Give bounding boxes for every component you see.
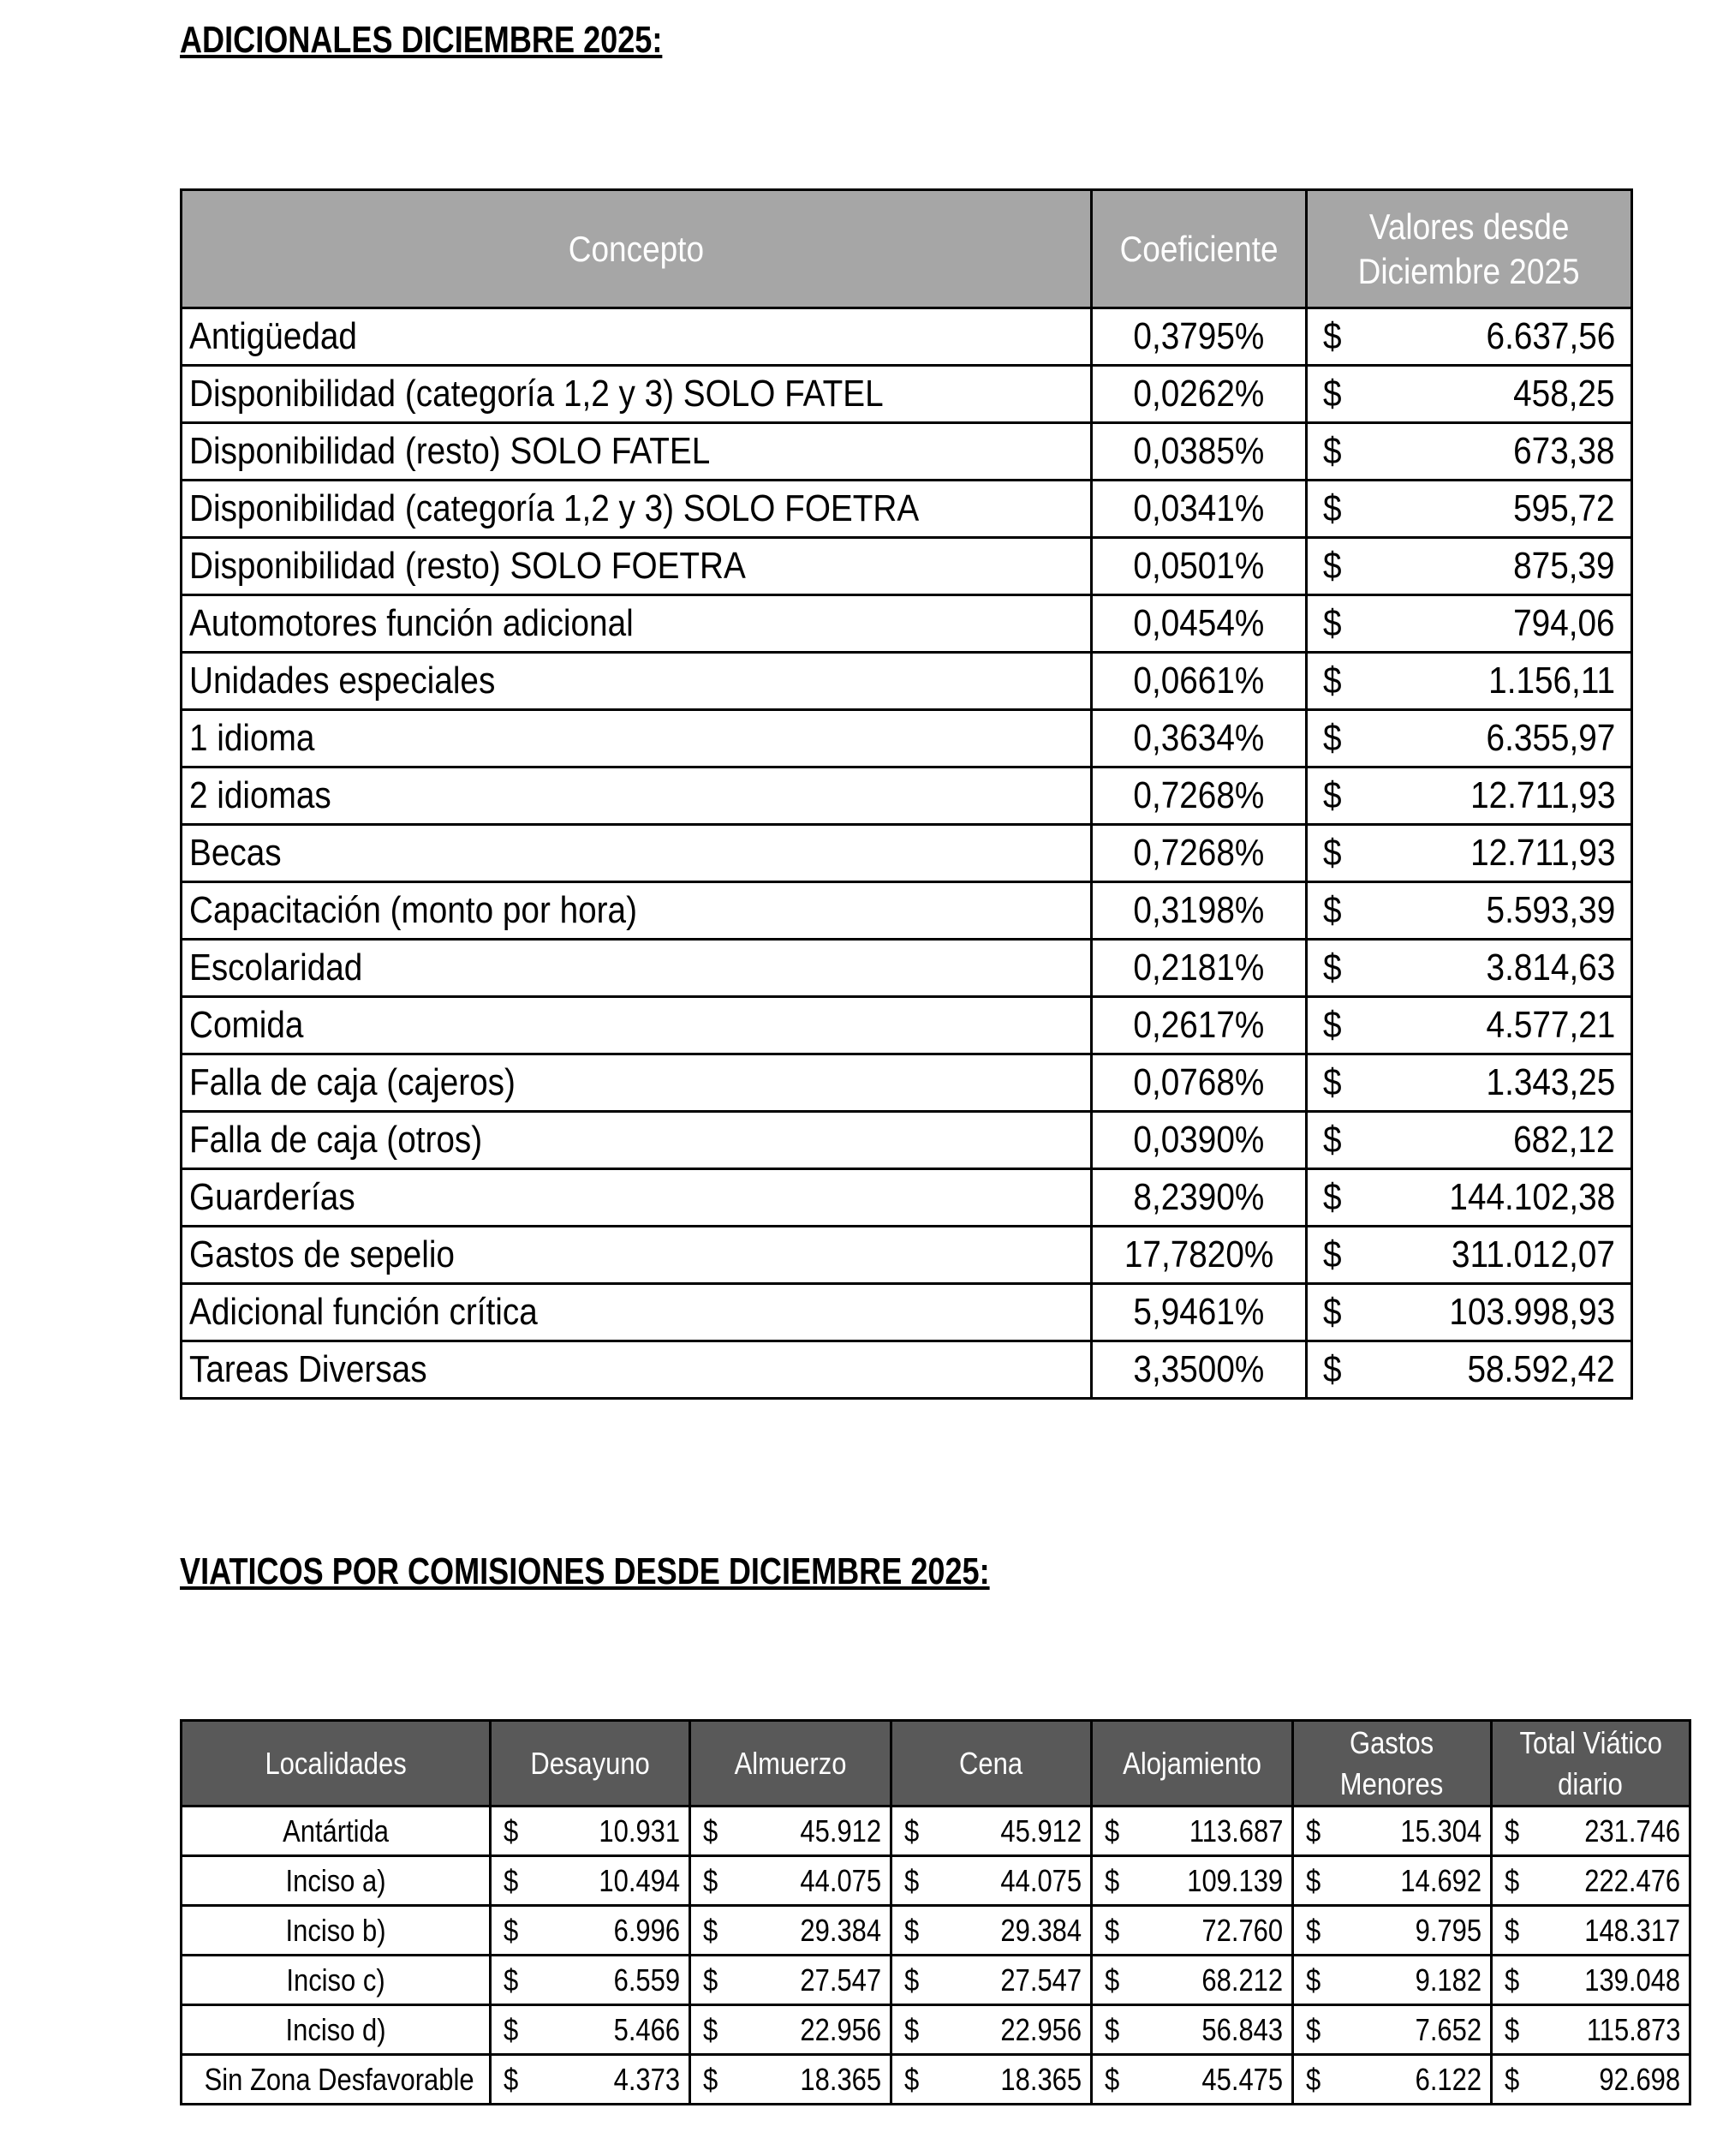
adicional-valor-cell <box>1307 882 1632 940</box>
currency-symbol: $ <box>1323 487 1342 529</box>
viatico-row <box>182 1956 1690 2005</box>
viatico-desayuno-value: 4.373 <box>613 2061 680 2097</box>
viatico-localidad: Inciso c) <box>182 1956 491 2005</box>
currency-symbol: $ <box>1505 1862 1520 1898</box>
adicional-valor: 1.343,25 <box>1486 1061 1615 1103</box>
adicional-coeficiente: 0,0341% <box>1092 481 1307 538</box>
currency-symbol: $ <box>1105 2011 1120 2047</box>
viatico-gastos-value: 9.182 <box>1415 1962 1481 1998</box>
adicional-valor-cell <box>1307 1227 1632 1284</box>
adicional-valor-cell <box>1307 1112 1632 1169</box>
adicional-concepto: Falla de caja (cajeros) <box>182 1054 1092 1112</box>
adicional-valor-cell <box>1307 595 1632 653</box>
header-gastos-line2: Menores <box>1340 1765 1444 1801</box>
viatico-alojamiento-cell <box>1092 1807 1293 1856</box>
viatico-almuerzo-value: 45.912 <box>800 1813 881 1848</box>
adicional-coeficiente: 0,0768% <box>1092 1054 1307 1112</box>
viatico-cena-cell <box>891 2005 1092 2055</box>
adicional-concepto: Adicional función crítica <box>182 1284 1092 1341</box>
viatico-desayuno-cell <box>491 1856 690 1906</box>
adicional-row <box>182 423 1632 481</box>
adicional-row <box>182 1054 1632 1112</box>
adicional-coeficiente: 0,0390% <box>1092 1112 1307 1169</box>
adicional-valor: 103.998,93 <box>1449 1291 1615 1333</box>
currency-symbol: $ <box>703 2061 718 2097</box>
adicional-valor: 12.711,93 <box>1470 832 1615 874</box>
header-localidades: Localidades <box>182 1721 491 1807</box>
viatico-alojamiento-value: 113.687 <box>1189 1813 1283 1848</box>
currency-symbol: $ <box>904 1912 920 1948</box>
adicional-valor-cell <box>1307 710 1632 767</box>
currency-symbol: $ <box>1323 315 1342 357</box>
viatico-total-value: 139.048 <box>1584 1962 1680 1998</box>
currency-symbol: $ <box>1323 430 1342 472</box>
currency-symbol: $ <box>1323 373 1342 415</box>
viatico-cena-cell <box>891 1956 1092 2005</box>
currency-symbol: $ <box>1505 1912 1520 1948</box>
viatico-total-value: 222.476 <box>1584 1862 1680 1898</box>
adicional-coeficiente: 0,2181% <box>1092 940 1307 997</box>
viatico-gastos-value: 14.692 <box>1400 1862 1481 1898</box>
adicional-row <box>182 308 1632 366</box>
currency-symbol: $ <box>1323 717 1342 759</box>
adicional-valor-cell <box>1307 538 1632 595</box>
viatico-gastos-value: 7.652 <box>1415 2011 1481 2047</box>
currency-symbol: $ <box>1105 1862 1120 1898</box>
viatico-almuerzo-cell <box>690 2055 891 2105</box>
viaticos-table <box>180 1719 1691 2105</box>
adicional-valor: 794,06 <box>1513 602 1615 644</box>
adicional-valor: 3.814,63 <box>1486 947 1615 988</box>
viatico-gastos-value: 9.795 <box>1415 1912 1481 1948</box>
adicional-row <box>182 595 1632 653</box>
currency-symbol: $ <box>1323 1004 1342 1046</box>
adicional-coeficiente: 0,3795% <box>1092 308 1307 366</box>
currency-symbol: $ <box>1306 1813 1321 1848</box>
currency-symbol: $ <box>1323 545 1342 587</box>
adicionales-title: ADICIONALES DICIEMBRE 2025: <box>180 19 663 61</box>
currency-symbol: $ <box>504 1962 519 1998</box>
adicional-valor: 673,38 <box>1513 430 1615 472</box>
header-concepto: Concepto <box>182 190 1092 308</box>
adicional-valor-cell <box>1307 997 1632 1054</box>
viatico-alojamiento-value: 45.475 <box>1201 2061 1283 2097</box>
viatico-alojamiento-cell <box>1092 1856 1293 1906</box>
currency-symbol: $ <box>904 1962 920 1998</box>
currency-symbol: $ <box>1323 1176 1342 1218</box>
viatico-total-cell <box>1492 1807 1690 1856</box>
adicional-concepto: Unidades especiales <box>182 653 1092 710</box>
viatico-total-value: 231.746 <box>1584 1813 1680 1848</box>
header-gastos-menores <box>1293 1721 1492 1807</box>
adicional-concepto: Capacitación (monto por hora) <box>182 882 1092 940</box>
currency-symbol: $ <box>904 2061 920 2097</box>
currency-symbol: $ <box>703 2011 718 2047</box>
viatico-gastos-value: 15.304 <box>1400 1813 1481 1848</box>
adicional-concepto: Antigüedad <box>182 308 1092 366</box>
adicional-valor-cell <box>1307 1169 1632 1227</box>
currency-symbol: $ <box>1323 660 1342 702</box>
viatico-cena-value: 29.384 <box>1000 1912 1082 1948</box>
viatico-total-cell <box>1492 1906 1690 1956</box>
adicional-coeficiente: 0,0385% <box>1092 423 1307 481</box>
adicional-concepto: Becas <box>182 825 1092 882</box>
adicional-concepto: Gastos de sepelio <box>182 1227 1092 1284</box>
currency-symbol: $ <box>904 1862 920 1898</box>
adicional-row <box>182 1112 1632 1169</box>
adicional-valor: 5.593,39 <box>1486 889 1615 931</box>
adicional-concepto: Disponibilidad (resto) SOLO FOETRA <box>182 538 1092 595</box>
viatico-cena-cell <box>891 1856 1092 1906</box>
adicional-valor: 12.711,93 <box>1470 774 1615 816</box>
adicional-valor-cell <box>1307 481 1632 538</box>
viatico-desayuno-value: 10.931 <box>599 1813 680 1848</box>
adicional-valor-cell <box>1307 366 1632 423</box>
adicional-valor: 6.355,97 <box>1486 717 1615 759</box>
adicional-row <box>182 653 1632 710</box>
adicional-coeficiente: 3,3500% <box>1092 1341 1307 1399</box>
header-total-line2: diario <box>1558 1765 1624 1801</box>
viatico-gastos-cell <box>1293 1856 1492 1906</box>
currency-symbol: $ <box>1306 1862 1321 1898</box>
adicional-concepto: Comida <box>182 997 1092 1054</box>
viatico-localidad: Antártida <box>182 1807 491 1856</box>
header-desayuno: Desayuno <box>491 1721 690 1807</box>
adicional-valor-cell <box>1307 767 1632 825</box>
adicional-valor: 458,25 <box>1513 373 1615 415</box>
adicional-valor: 6.637,56 <box>1486 315 1615 357</box>
adicional-coeficiente: 0,7268% <box>1092 825 1307 882</box>
adicional-valor: 1.156,11 <box>1488 660 1615 702</box>
adicional-valor-cell <box>1307 1054 1632 1112</box>
currency-symbol: $ <box>1105 1813 1120 1848</box>
adicional-row <box>182 1341 1632 1399</box>
currency-symbol: $ <box>1105 2061 1120 2097</box>
viatico-total-cell <box>1492 2005 1690 2055</box>
currency-symbol: $ <box>504 2011 519 2047</box>
adicional-coeficiente: 0,0454% <box>1092 595 1307 653</box>
adicional-coeficiente: 17,7820% <box>1092 1227 1307 1284</box>
header-almuerzo: Almuerzo <box>690 1721 891 1807</box>
viatico-row <box>182 1906 1690 1956</box>
currency-symbol: $ <box>1323 947 1342 988</box>
adicional-row <box>182 710 1632 767</box>
adicional-valor-cell <box>1307 653 1632 710</box>
header-total-viatico <box>1492 1721 1690 1807</box>
viatico-desayuno-value: 10.494 <box>599 1862 680 1898</box>
currency-symbol: $ <box>904 2011 920 2047</box>
adicional-row <box>182 1169 1632 1227</box>
adicionales-header-row <box>182 190 1632 308</box>
viatico-total-cell <box>1492 1856 1690 1906</box>
header-coeficiente: Coeficiente <box>1092 190 1307 308</box>
viatico-localidad: Sin Zona Desfavorable <box>182 2055 491 2105</box>
adicional-valor-cell <box>1307 423 1632 481</box>
header-gastos-line1: Gastos <box>1350 1724 1434 1760</box>
viatico-total-value: 92.698 <box>1599 2061 1680 2097</box>
currency-symbol: $ <box>1505 2011 1520 2047</box>
viatico-almuerzo-cell <box>690 2005 891 2055</box>
adicional-coeficiente: 0,0262% <box>1092 366 1307 423</box>
adicional-row <box>182 940 1632 997</box>
adicional-valor: 4.577,21 <box>1486 1004 1615 1046</box>
viatico-desayuno-value: 5.466 <box>613 2011 680 2047</box>
currency-symbol: $ <box>1105 1962 1120 1998</box>
adicional-coeficiente: 0,0661% <box>1092 653 1307 710</box>
viatico-almuerzo-value: 18.365 <box>800 2061 881 2097</box>
currency-symbol: $ <box>1505 1962 1520 1998</box>
adicional-row <box>182 882 1632 940</box>
adicional-concepto: 1 idioma <box>182 710 1092 767</box>
viatico-alojamiento-cell <box>1092 1956 1293 2005</box>
viaticos-title: VIATICOS POR COMISIONES DESDE DICIEMBRE 2025: <box>180 1550 990 1592</box>
adicional-valor-cell <box>1307 308 1632 366</box>
currency-symbol: $ <box>703 1912 718 1948</box>
viatico-cena-cell <box>891 1807 1092 1856</box>
viatico-cena-cell <box>891 1906 1092 1956</box>
header-cena: Cena <box>891 1721 1092 1807</box>
viatico-almuerzo-value: 44.075 <box>800 1862 881 1898</box>
currency-symbol: $ <box>1323 832 1342 874</box>
viatico-cena-value: 44.075 <box>1000 1862 1082 1898</box>
header-alojamiento: Alojamiento <box>1092 1721 1293 1807</box>
currency-symbol: $ <box>504 1912 519 1948</box>
adicionales-table <box>180 188 1633 1400</box>
adicional-concepto: Tareas Diversas <box>182 1341 1092 1399</box>
adicional-concepto: Automotores función adicional <box>182 595 1092 653</box>
adicional-coeficiente: 0,2617% <box>1092 997 1307 1054</box>
adicional-coeficiente: 0,0501% <box>1092 538 1307 595</box>
adicional-row <box>182 366 1632 423</box>
viatico-total-value: 148.317 <box>1584 1912 1680 1948</box>
adicional-valor-cell <box>1307 1284 1632 1341</box>
adicional-valor: 595,72 <box>1513 487 1615 529</box>
viatico-desayuno-cell <box>491 1956 690 2005</box>
currency-symbol: $ <box>1323 1233 1342 1275</box>
viatico-desayuno-cell <box>491 1906 690 1956</box>
viatico-alojamiento-value: 56.843 <box>1201 2011 1283 2047</box>
viatico-desayuno-cell <box>491 1807 690 1856</box>
viatico-desayuno-cell <box>491 2055 690 2105</box>
viatico-row <box>182 1856 1690 1906</box>
adicional-concepto: Disponibilidad (resto) SOLO FATEL <box>182 423 1092 481</box>
viatico-total-value: 115.873 <box>1586 2011 1680 2047</box>
viaticos-header-row <box>182 1721 1690 1807</box>
adicional-concepto: Falla de caja (otros) <box>182 1112 1092 1169</box>
viatico-alojamiento-cell <box>1092 2005 1293 2055</box>
adicional-concepto: Guarderías <box>182 1169 1092 1227</box>
currency-symbol: $ <box>1306 2061 1321 2097</box>
currency-symbol: $ <box>703 1962 718 1998</box>
adicional-coeficiente: 8,2390% <box>1092 1169 1307 1227</box>
adicional-concepto: Disponibilidad (categoría 1,2 y 3) SOLO FATEL <box>182 366 1092 423</box>
currency-symbol: $ <box>1323 889 1342 931</box>
currency-symbol: $ <box>1105 1912 1120 1948</box>
currency-symbol: $ <box>1323 1348 1342 1390</box>
viatico-row <box>182 2055 1690 2105</box>
viatico-localidad: Inciso a) <box>182 1856 491 1906</box>
adicional-valor-cell <box>1307 1341 1632 1399</box>
viatico-gastos-cell <box>1293 2005 1492 2055</box>
currency-symbol: $ <box>1505 1813 1520 1848</box>
viatico-almuerzo-cell <box>690 1906 891 1956</box>
adicional-concepto: Disponibilidad (categoría 1,2 y 3) SOLO FOETRA <box>182 481 1092 538</box>
viatico-alojamiento-value: 72.760 <box>1201 1912 1283 1948</box>
viatico-almuerzo-cell <box>690 1956 891 2005</box>
viatico-alojamiento-value: 109.139 <box>1187 1862 1283 1898</box>
adicional-row <box>182 997 1632 1054</box>
viatico-row <box>182 1807 1690 1856</box>
adicional-concepto: Escolaridad <box>182 940 1092 997</box>
currency-symbol: $ <box>504 1862 519 1898</box>
viatico-almuerzo-cell <box>690 1807 891 1856</box>
adicional-coeficiente: 0,3198% <box>1092 882 1307 940</box>
adicional-row <box>182 1284 1632 1341</box>
adicional-row <box>182 1227 1632 1284</box>
adicional-valor: 875,39 <box>1513 545 1615 587</box>
viatico-gastos-cell <box>1293 1906 1492 1956</box>
currency-symbol: $ <box>1323 774 1342 816</box>
viatico-desayuno-cell <box>491 2005 690 2055</box>
viatico-alojamiento-cell <box>1092 1906 1293 1956</box>
viatico-total-cell <box>1492 1956 1690 2005</box>
header-total-line1: Total Viático <box>1519 1724 1662 1760</box>
currency-symbol: $ <box>703 1862 718 1898</box>
viatico-gastos-cell <box>1293 1807 1492 1856</box>
viatico-total-cell <box>1492 2055 1690 2105</box>
adicional-coeficiente: 0,7268% <box>1092 767 1307 825</box>
currency-symbol: $ <box>1323 1061 1342 1103</box>
adicional-valor: 682,12 <box>1513 1119 1615 1161</box>
header-valores-line1: Valores desde <box>1368 206 1570 247</box>
viatico-cena-cell <box>891 2055 1092 2105</box>
adicional-valor: 311.012,07 <box>1452 1233 1615 1275</box>
viatico-cena-value: 27.547 <box>1000 1962 1082 1998</box>
currency-symbol: $ <box>1505 2061 1520 2097</box>
adicional-valor-cell <box>1307 940 1632 997</box>
viatico-desayuno-value: 6.996 <box>613 1912 680 1948</box>
viatico-cena-value: 18.365 <box>1000 2061 1082 2097</box>
viatico-cena-value: 22.956 <box>1000 2011 1082 2047</box>
currency-symbol: $ <box>1306 2011 1321 2047</box>
viatico-almuerzo-value: 29.384 <box>800 1912 881 1948</box>
viatico-almuerzo-value: 22.956 <box>800 2011 881 2047</box>
viatico-cena-value: 45.912 <box>1000 1813 1082 1848</box>
adicional-valor: 144.102,38 <box>1449 1176 1615 1218</box>
currency-symbol: $ <box>1323 602 1342 644</box>
viatico-alojamiento-cell <box>1092 2055 1293 2105</box>
adicional-valor-cell <box>1307 825 1632 882</box>
adicional-row <box>182 825 1632 882</box>
viatico-gastos-cell <box>1293 2055 1492 2105</box>
viatico-almuerzo-cell <box>690 1856 891 1906</box>
adicional-row <box>182 767 1632 825</box>
adicional-valor: 58.592,42 <box>1467 1348 1615 1390</box>
adicional-row <box>182 481 1632 538</box>
viatico-almuerzo-value: 27.547 <box>800 1962 881 1998</box>
currency-symbol: $ <box>904 1813 920 1848</box>
viatico-row <box>182 2005 1690 2055</box>
currency-symbol: $ <box>504 1813 519 1848</box>
currency-symbol: $ <box>1323 1119 1342 1161</box>
adicional-concepto: 2 idiomas <box>182 767 1092 825</box>
currency-symbol: $ <box>1306 1962 1321 1998</box>
header-valores <box>1307 190 1632 308</box>
header-valores-line2: Diciembre 2025 <box>1358 250 1580 291</box>
adicional-coeficiente: 0,3634% <box>1092 710 1307 767</box>
currency-symbol: $ <box>504 2061 519 2097</box>
currency-symbol: $ <box>1306 1912 1321 1948</box>
viatico-gastos-value: 6.122 <box>1415 2061 1481 2097</box>
viatico-localidad: Inciso d) <box>182 2005 491 2055</box>
viatico-localidad: Inciso b) <box>182 1906 491 1956</box>
currency-symbol: $ <box>1323 1291 1342 1333</box>
currency-symbol: $ <box>703 1813 718 1848</box>
adicional-row <box>182 538 1632 595</box>
viatico-gastos-cell <box>1293 1956 1492 2005</box>
viatico-alojamiento-value: 68.212 <box>1201 1962 1283 1998</box>
adicional-coeficiente: 5,9461% <box>1092 1284 1307 1341</box>
viatico-desayuno-value: 6.559 <box>613 1962 680 1998</box>
